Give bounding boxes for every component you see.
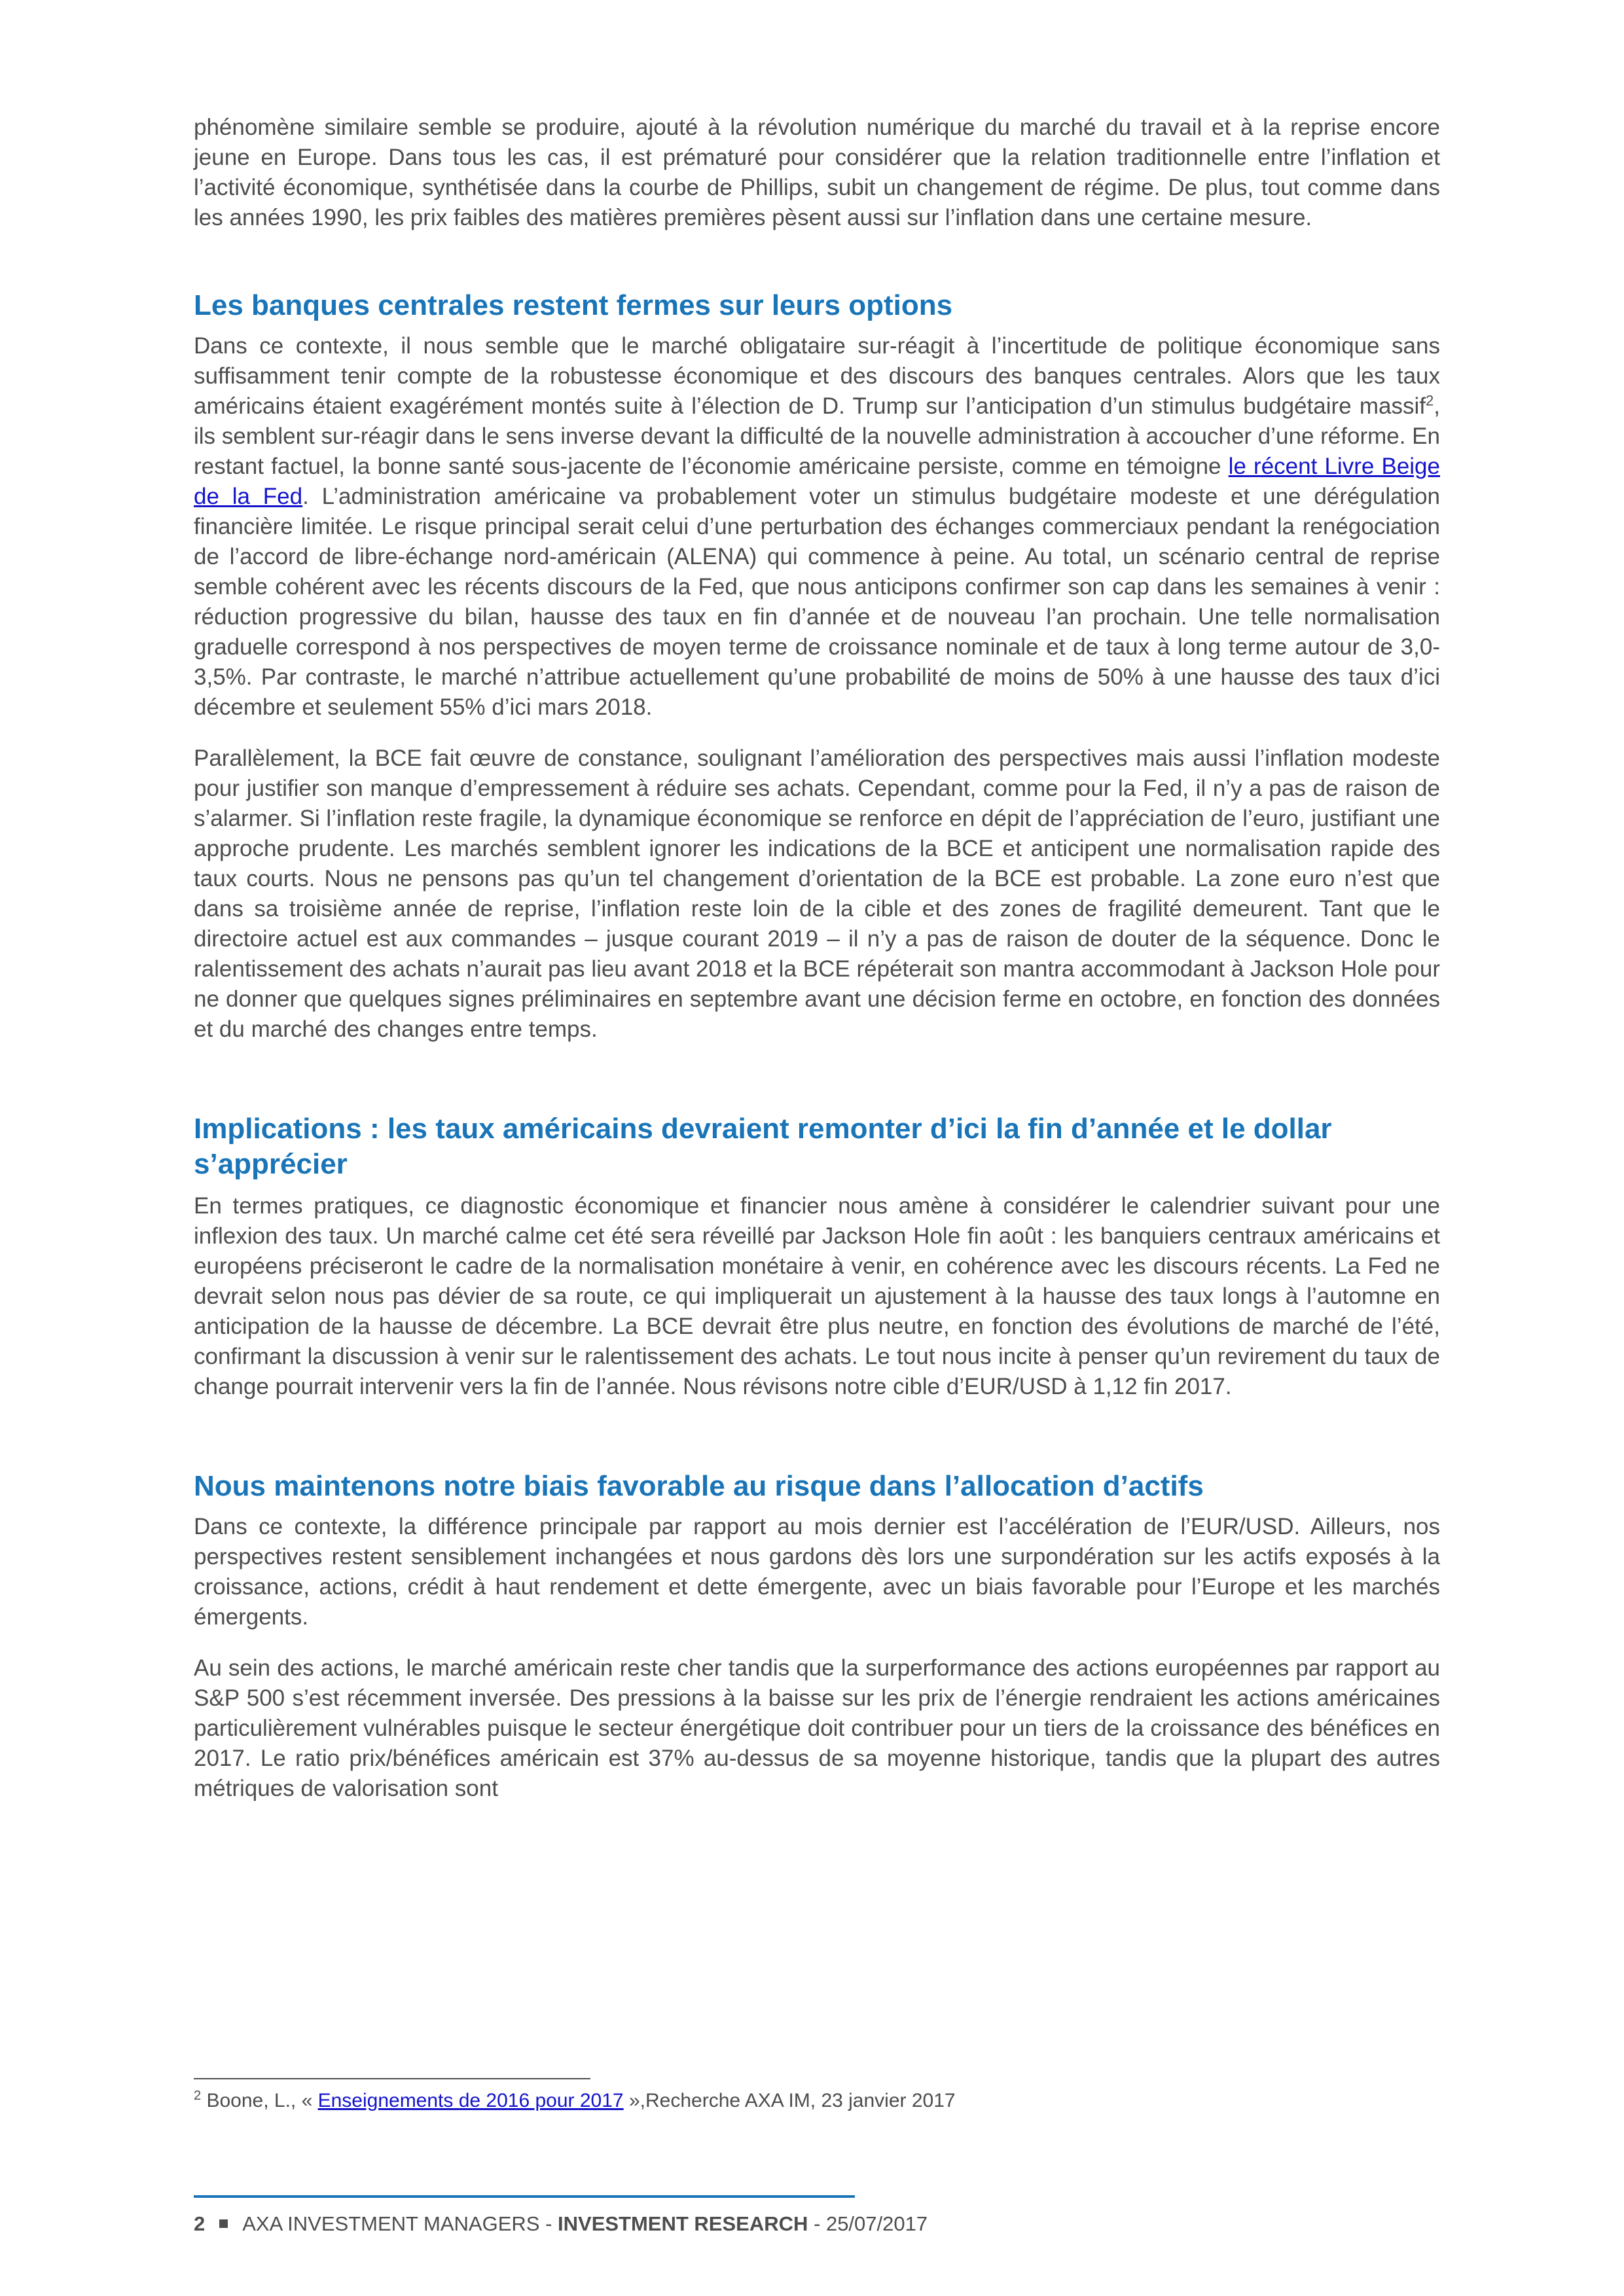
footnote-text: Boone, L., « xyxy=(201,2090,318,2111)
square-bullet-icon xyxy=(219,2219,228,2228)
footnote-divider xyxy=(194,2078,590,2079)
footer-separator: - xyxy=(808,2212,826,2235)
paragraph-text: , ils semblent sur-réagir dans le sens inverse devant la difficulté de la nouvelle administration à accoucher d’une réforme. En restant factuel, la bonne santé sous-jacente de l’économie américaine persiste, comme en témoigne xyxy=(194,393,1440,479)
paragraph-implications: En termes pratiques, ce diagnostic économique et financier nous amène à considérer le calendrier suivant pour une inflexion des taux. Un marché calme cet été sera réveillé par Jackson Hole fin août : les banquiers centraux américains et européens préciseront le cadre de la normalisation monétaire à venir, en cohérence avec les discours récents. La Fed ne devrait selon nous pas dévier de sa route, ce qui impliquerait un ajustement à la hausse des taux longs à l’automne en anticipation de la hausse de décembre. La BCE devrait être plus neutre, en fonction des évolutions de marché de l’été, confirmant la discussion à venir sur le ralentissement des achats. Le tout nous incite à penser qu’un revirement du taux de change pourrait intervenir vers la fin de l’année. Nous révisons notre cible d’EUR/USD à 1,12 fin 2017. xyxy=(194,1193,1440,1399)
footnote-text: »,Recherche AXA IM, 23 janvier 2017 xyxy=(623,2090,956,2111)
footnote-ref[interactable]: 2 xyxy=(1426,392,1434,409)
paragraph-central-banks-2: Parallèlement, la BCE fait œuvre de constance, soulignant l’amélioration des perspectives mais aussi l’inflation modeste pour justifier son manque d’empressement à réduire ses achats. Cependant, comme pour la Fed, il n’y a pas de raison de s’alarmer. Si l’inflation reste fragile, la dynamique économique se renforce en dépit de l’appréciation de l’euro, justifiant une approche prudente. Les marchés semblent ignorer les indications de la BCE et anticipent une normalisation rapide des taux courts. Nous ne pensons pas qu’un tel changement d’orientation de la BCE est probable. La zone euro n’est que dans sa troisième année de reprise, l’inflation reste loin de la cible et des zones de fragilité demeurent. Tant que le directoire actuel est aux commandes – jusque courant 2019 – il n’y a pas de raison de douter de la séquence. Donc le ralentissement des achats n’aurait pas lieu avant 2018 et la BCE répéterait son mantra accommodant à Jackson Hole pour ne donner que quelques signes préliminaires en septembre avant une décision ferme en octobre, en fonction des données et du marché des changes entre temps. xyxy=(194,745,1440,1042)
page-footer xyxy=(194,2211,928,2237)
beige-book-link[interactable]: le récent Livre Beige de la Fed xyxy=(194,454,1440,509)
paragraph-intro: phénomène similaire semble se produire, ajouté à la révolution numérique du marché du travail et à la reprise encore jeune en Europe. Dans tous les cas, il est prématuré pour considérer que la relation traditionnelle entre l’inflation et l’activité économique, synthétisée dans la courbe de Phillips, subit un changement de régime. De plus, tout comme dans les années 1990, les prix faibles des matières premières pèsent aussi sur l’inflation dans une certaine mesure. xyxy=(194,115,1440,230)
paragraph-central-banks-1 xyxy=(194,331,1440,723)
footer-company: AXA INVESTMENT MANAGERS xyxy=(242,2212,540,2235)
paragraph-allocation-2: Au sein des actions, le marché américain reste cher tandis que la surperformance des actions européennes par rapport au S&P 500 s’est récemment inversée. Des pressions à la baisse sur les prix de l’énergie rendraient les actions américaines particulièrement vulnérables puisque le secteur énergétique doit contribuer pour un tiers de la croissance des bénéfices en 2017. Le ratio prix/bénéfices américain est 37% au-dessus de sa moyenne historique, tandis que la plupart des autres métriques de valorisation sont xyxy=(194,1655,1440,1801)
footnote-number: 2 xyxy=(194,2089,202,2103)
footer-date: 25/07/2017 xyxy=(825,2212,928,2235)
paragraph-text: Dans ce contexte, il nous semble que le marché obligataire sur-réagit à l’incertitude de politique économique sans suffisamment tenir compte de la robustesse économique et des discours des banques centrales. Alors que les taux américains étaient exagérément montés suite à l’élection de D. Trump sur l’anticipation d’un stimulus budgétaire massif xyxy=(194,333,1440,419)
paragraph-allocation-1: Dans ce contexte, la différence principale par rapport au mois dernier est l’accélération de l’EUR/USD. Ailleurs, nos perspectives restent sensiblement inchangées et nous gardons dès lors une surpondération sur les actifs exposés à la croissance, actions, crédit à haut rendement et dette émergente, avec un biais favorable pour l’Europe et les marchés émergents. xyxy=(194,1514,1440,1630)
footnote xyxy=(194,2088,1440,2114)
footer-separator: - xyxy=(539,2212,558,2235)
section-heading-allocation: Nous maintenons notre biais favorable au risque dans l’allocation d’actifs xyxy=(194,1470,1204,1502)
section-heading-central-banks: Les banques centrales restent fermes sur leurs options xyxy=(194,289,953,321)
section-heading-implications: Implications : les taux américains devraient remonter d’ici la fin d’année et le dollar s’apprécier xyxy=(194,1113,1332,1180)
paragraph-text: . L’administration américaine va probablement voter un stimulus budgétaire modeste et une dérégulation financière limitée. Le risque principal serait celui d’une perturbation des échanges commerciaux pendant la renégociation de l’accord de libre-échange nord-américain (ALENA) qui commence à peine. Au total, un scénario central de reprise semble cohérent avec les récents discours de la Fed, que nous anticipons confirmer son cap dans les semaines à venir : réduction progressive du bilan, hausse des taux en fin d’année et de nouveau l’an prochain. Une telle normalisation graduelle correspond à nos perspectives de moyen terme de croissance nominale et de taux à long terme autour de 3,0-3,5%. Par contraste, le marché n’attribue actuellement qu’une probabilité de moins de 50% à une hausse des taux d’ici décembre et seulement 55% d’ici mars 2018. xyxy=(194,484,1440,720)
footnote-link[interactable]: Enseignements de 2016 pour 2017 xyxy=(317,2090,624,2111)
document-body xyxy=(194,113,1440,1825)
page-number: 2 xyxy=(194,2212,206,2235)
footer-divider xyxy=(194,2195,855,2198)
footer-section: INVESTMENT RESEARCH xyxy=(558,2212,808,2235)
